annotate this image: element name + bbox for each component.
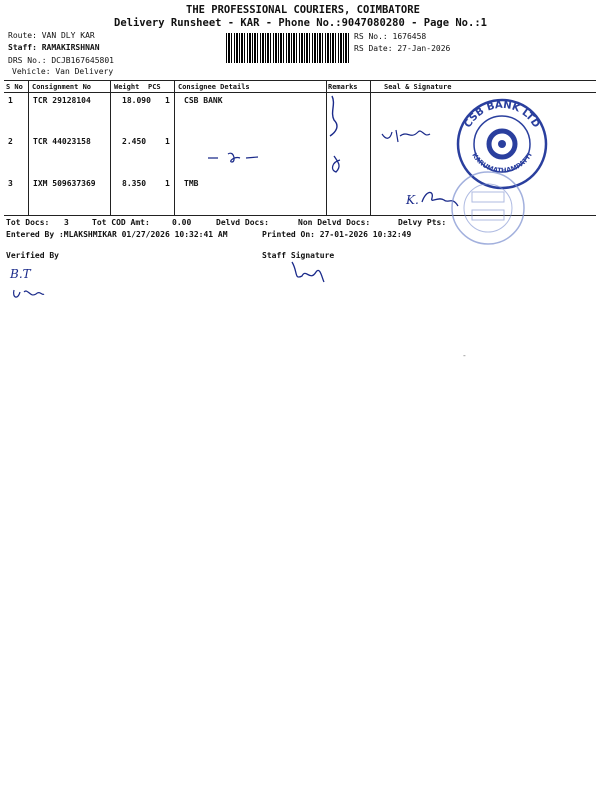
vehicle-info: Vehicle: Van Delivery [12,67,114,76]
svg-text:CSB BANK LTD [463,100,542,130]
tot-docs-value: 3 [64,218,69,227]
tot-cod-label: Tot COD Amt: [92,218,150,227]
seal-bottom-text: KARUMATHAMPATTI [470,151,534,175]
col-divider-5 [370,80,371,215]
company-title: THE PROFESSIONAL COURIERS, COIMBATORE [186,4,420,16]
header-consignment: Consignment No [32,83,92,91]
row-1-signature [380,124,440,150]
header-seal-signature: Seal & Signature [384,83,452,91]
row-2-consignee-handwriting [206,148,266,168]
rs-number: RS No.: 1676458 [354,32,427,41]
tot-docs-label: Tot Docs: [6,218,50,227]
row-2-consignment: TCR 44023158 [33,137,91,146]
verified-by-handwriting [8,264,48,304]
col-divider-2 [110,80,111,215]
row-1-pcs: 1 [165,96,170,105]
staff-signature-handwriting [288,258,328,286]
staff-info: Staff: RAMAKIRSHNAN [8,43,100,52]
row-1-consignment: TCR 29128104 [33,96,91,105]
delvy-pts-label: Delvy Pts: [398,218,447,227]
seal-top-text: CSB BANK LTD [462,99,542,130]
header-weight: Weight [114,83,140,91]
non-delvd-docs-label: Non Delvd Docs: [298,218,371,227]
svg-text:K.: K. [406,193,419,207]
row-1-sno: 1 [8,96,13,105]
staff-signature-label: Staff Signature [262,251,335,260]
remarks-handwriting [322,92,352,180]
delvd-docs-label: Delvd Docs: [216,218,269,227]
barcode [226,33,350,63]
table-top-border [4,80,596,81]
tot-cod-value: 0.00 [172,218,192,227]
printed-on: Printed On: 27-01-2026 10:32:49 [262,230,412,239]
header-remarks: Remarks [328,83,358,91]
row-2-sno: 2 [8,137,13,146]
row-1-weight: 18.090 [122,96,151,105]
table-header-border [4,92,596,93]
verified-by-label: Verified By [6,251,59,260]
rs-date: RS Date: 27-Jan-2026 [354,44,451,53]
header-pcs: PCS [148,83,161,91]
header-sno: S No [6,83,23,91]
row-3-consignee: TMB [184,179,199,188]
small-mark: - [462,351,467,360]
runsheet-subtitle: Delivery Runsheet - KAR - Phone No.:9047080280 - Page No.:1 [114,17,487,29]
row-3-sno: 3 [8,179,13,188]
entered-by: Entered By :MLAKSHMIKAR 01/27/2026 10:32:41 AM [6,230,228,239]
col-divider-1 [28,80,29,215]
branch-stamp-icon [448,170,528,246]
svg-text:B.T: B.T [10,267,31,281]
row-3-consignment: IXM 509637369 [33,179,96,188]
row-3-pcs: 1 [165,179,170,188]
col-divider-3 [174,80,175,215]
header-consignee: Consignee Details [178,83,250,91]
row-2-pcs: 1 [165,137,170,146]
row-2-weight: 2.450 [122,137,147,146]
row-1-consignee: CSB BANK [184,96,223,105]
drs-info: DRS No.: DCJB167645801 [8,56,114,65]
route-info: Route: VAN DLY KAR [8,31,95,40]
row-3-weight: 8.350 [122,179,147,188]
